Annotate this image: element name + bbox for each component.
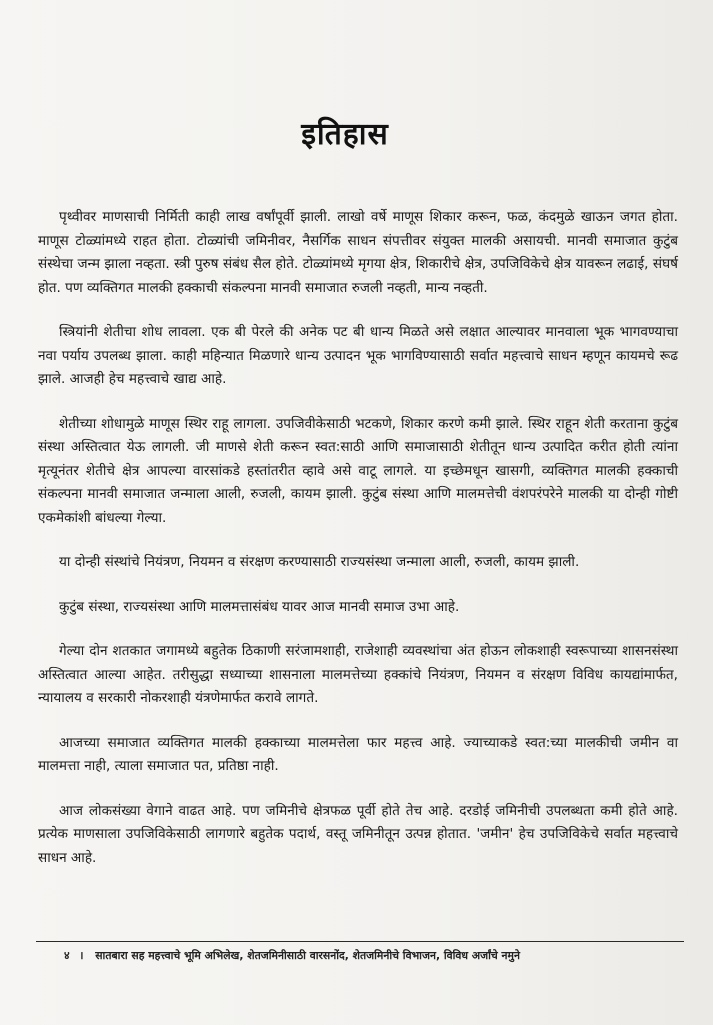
- footer-divider: [36, 941, 684, 942]
- paragraph-7: आजच्या समाजात व्यक्तिगत मालकी हक्काच्या मालमत्तेला फार महत्त्व आहे. ज्याच्याकडे स्वत:च्या मालकीची जमीन वा मालमत्ता नाही, त्याला समाजात पत, प्रतिष्ठा नाही.: [38, 734, 678, 774]
- paragraph-1: पृथ्वीवर माणसाची निर्मिती काही लाख वर्षांपूर्वी झाली. लाखो वर्षे माणूस शिकार करून, फळ, कंदमुळे खाऊन जगत होता. माणूस टोळ्यांमध्ये राहत होता. टोळ्यांची जमिनीवर, नैसर्गिक साधन संपत्तीवर संयुक्त मालकी असायची. मानवी समाजात कुटुंब संस्थेचा जन्म झाला नव्हता. स्त्री पुरुष संबंध सैल होते. टोळ्यांमध्ये मृगया क्षेत्र, शिकारीचे क्षेत्र, उपजिविकेचे क्षेत्र यावरून लढाई, संघर्ष होत. पण व्यक्तिगत मालकी हक्काची संकल्पना मानवी समाजात रुजली नव्हती, मान्य नव्हती.: [38, 209, 678, 296]
- paragraph-5: कुटुंब संस्था, राज्यसंस्था आणि मालमत्तासंबंध यावर आज मानवी समाज उभा आहे.: [59, 598, 460, 615]
- paragraph-8: आज लोकसंख्या वेगाने वाढत आहे. पण जमिनीचे क्षेत्रफळ पूर्वी होते तेच आहे. दरडोई जमिनीची उपलब्धता कमी होते आहे. प्रत्येक माणसाला उपजिविकेसाठी लागणारे बहुतेक पदार्थ, वस्तू जमिनीतून उत्पन्न होतात. 'जमीन' हेच उपजिविकेचे सर्वात महत्त्वाचे साधन आहे.: [38, 802, 678, 866]
- paragraph-4: या दोन्ही संस्थांचे नियंत्रण, नियमन व संरक्षण करण्यासाठी राज्यसंस्था जन्माला आली, रुजली, कायम झाली.: [59, 554, 580, 570]
- footer-separator: ।: [79, 949, 84, 962]
- page-number: ४: [64, 949, 70, 962]
- body-text: [38, 206, 678, 891]
- paragraph-6: गेल्या दोन शतकात जगामध्ये बहुतेक ठिकाणी सरंजामशाही, राजेशाही व्यवस्थांचा अंत होऊन लोकशाही स्वरूपाच्या शासनसंस्था अस्तित्वात आल्या आहेत. तरीसुद्धा सध्याच्या शासनाला मालमत्तेच्या हक्कांचे नियंत्रण, नियमन व संरक्षण विविध कायद्यांमार्फत, न्यायालय व सरकारी नोकरशाही यंत्रणेमार्फत करावे लागते.: [38, 643, 678, 706]
- paragraph-2: स्त्रियांनी शेतीचा शोध लावला. एक बी पेरले की अनेक पट बी धान्य मिळते असे लक्षात आल्यावर मानवाला भूक भागवण्याचा नवा पर्याय उपलब्ध झाला. काही महिन्यात मिळणारे धान्य उत्पादन भूक भागविण्यासाठी सर्वात महत्त्वाचे साधन म्हणून कायमचे रूढ झाले. आजही हेच महत्त्वाचे खाद्य आहे.: [38, 324, 678, 387]
- footer-book-title: सातबारा सह महत्त्वाचे भूमि अभिलेख, शेतजमिनीसाठी वारसनोंद, शेतजमिनीचे विभाजन, विविध अर्जांचे नमुने: [95, 949, 520, 962]
- paragraph-3: शेतीच्या शोधामुळे माणूस स्थिर राहू लागला. उपजिवीकेसाठी भटकणे, शिकार करणे कमी झाले. स्थिर राहून शेती करताना कुटुंब संस्था अस्तित्वात येऊ लागली. जी माणसे शेती करून स्वत:साठी आणि समाजासाठी शेतीतून धान्य उत्पादित करीत होती त्यांना मृत्यूनंतर शेतीचे क्षेत्र आपल्या वारसांकडे हस्तांतरीत व्हावे असे वाटू लागले. या इच्छेमधून खासगी, व्यक्तिगत मालकी हक्काची संकल्पना मानवी समाजात जन्माला आली, रुजली, कायम झाली. कुटुंब संस्था आणि मालमत्तेची वंशपरंपरेने मालकी या दोन्ही गोष्टी एकमेकांशी बांधल्या गेल्या.: [38, 415, 678, 526]
- page-footer: [36, 948, 684, 963]
- page-title: इतिहास: [301, 117, 389, 152]
